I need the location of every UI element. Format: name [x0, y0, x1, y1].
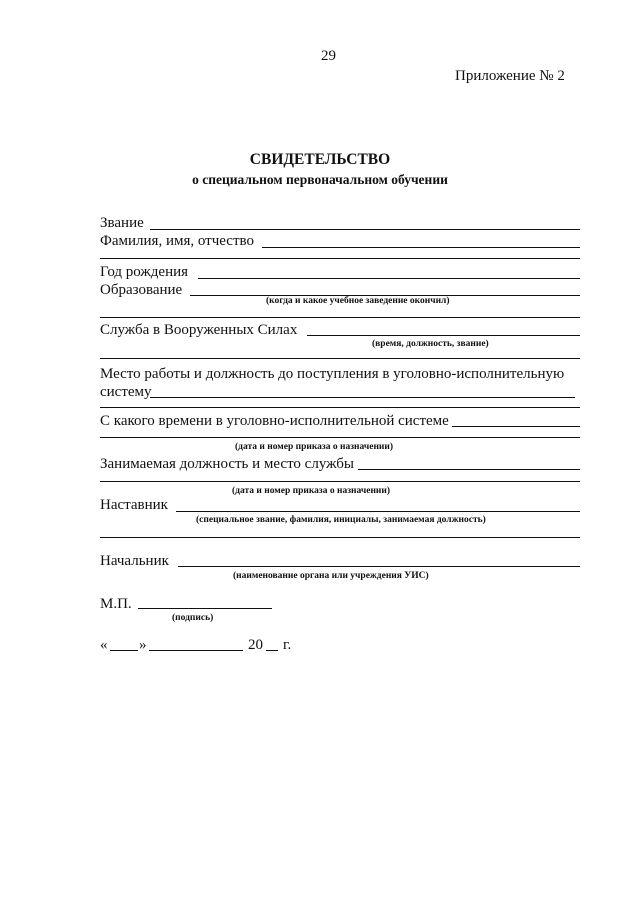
army-service-label: Служба в Вооруженных Силах: [100, 322, 298, 338]
signature-hint: (подпись): [172, 613, 214, 623]
position-line-2: [100, 481, 580, 482]
date-month-line: [149, 650, 243, 651]
army-service-line-2: [100, 358, 580, 359]
since-when-line: [452, 426, 580, 427]
rank-label: Звание: [100, 215, 144, 231]
chief-line: [178, 566, 580, 567]
appendix-label: Приложение № 2: [455, 68, 565, 84]
document-title: СВИДЕТЕЛЬСТВО: [249, 151, 391, 168]
mentor-label: Наставник: [100, 497, 168, 513]
document-subtitle: о специальном первоначальном обучении: [192, 172, 448, 187]
birth-year-label: Год рождения: [100, 264, 189, 280]
position-label: Занимаемая должность и место службы: [100, 456, 355, 472]
mentor-hint: (специальное звание, фамилия, инициалы, занимаемая должность): [196, 515, 486, 525]
education-hint: (когда и какое учебное заведение окончил): [266, 296, 450, 306]
since-when-hint: (дата и номер приказа о назначении): [235, 442, 394, 452]
prev-work-label-2: систему: [100, 384, 152, 400]
full-name-line-2: [100, 258, 580, 259]
prev-work-label-1: Место работы и должность до поступления в уголовно-исполнительную: [100, 366, 565, 382]
chief-hint: (наименование органа или учреждения УИС): [233, 571, 429, 581]
date-year-prefix: 20: [248, 637, 263, 653]
page-number: 29: [321, 48, 336, 64]
full-name-label: Фамилия, имя, отчество: [100, 233, 254, 249]
position-hint: (дата и номер приказа о назначении): [232, 486, 391, 496]
education-label: Образование: [100, 282, 183, 298]
chief-label: Начальник: [100, 553, 169, 569]
army-service-hint: (время, должность, звание): [372, 339, 489, 349]
rank-line: [150, 229, 580, 230]
date-year-suffix: г.: [283, 637, 292, 653]
date-day-line: [110, 650, 138, 651]
date-close-quote: »: [139, 637, 147, 653]
prev-work-line-2: [100, 407, 580, 408]
mentor-line-2: [100, 537, 580, 538]
since-when-line-2: [100, 437, 580, 438]
since-when-label: С какого времени в уголовно-исполнительной системе: [100, 413, 449, 429]
army-service-line: [307, 335, 580, 336]
full-name-line: [262, 247, 580, 248]
date-open-quote: «: [100, 637, 108, 653]
seal-label: М.П.: [100, 596, 132, 612]
signature-line: [138, 608, 272, 609]
date-year-line: [266, 650, 278, 651]
position-line: [358, 469, 580, 470]
mentor-line: [176, 511, 580, 512]
prev-work-line: [150, 397, 575, 398]
birth-year-line: [198, 278, 580, 279]
education-line-2: [100, 317, 580, 318]
